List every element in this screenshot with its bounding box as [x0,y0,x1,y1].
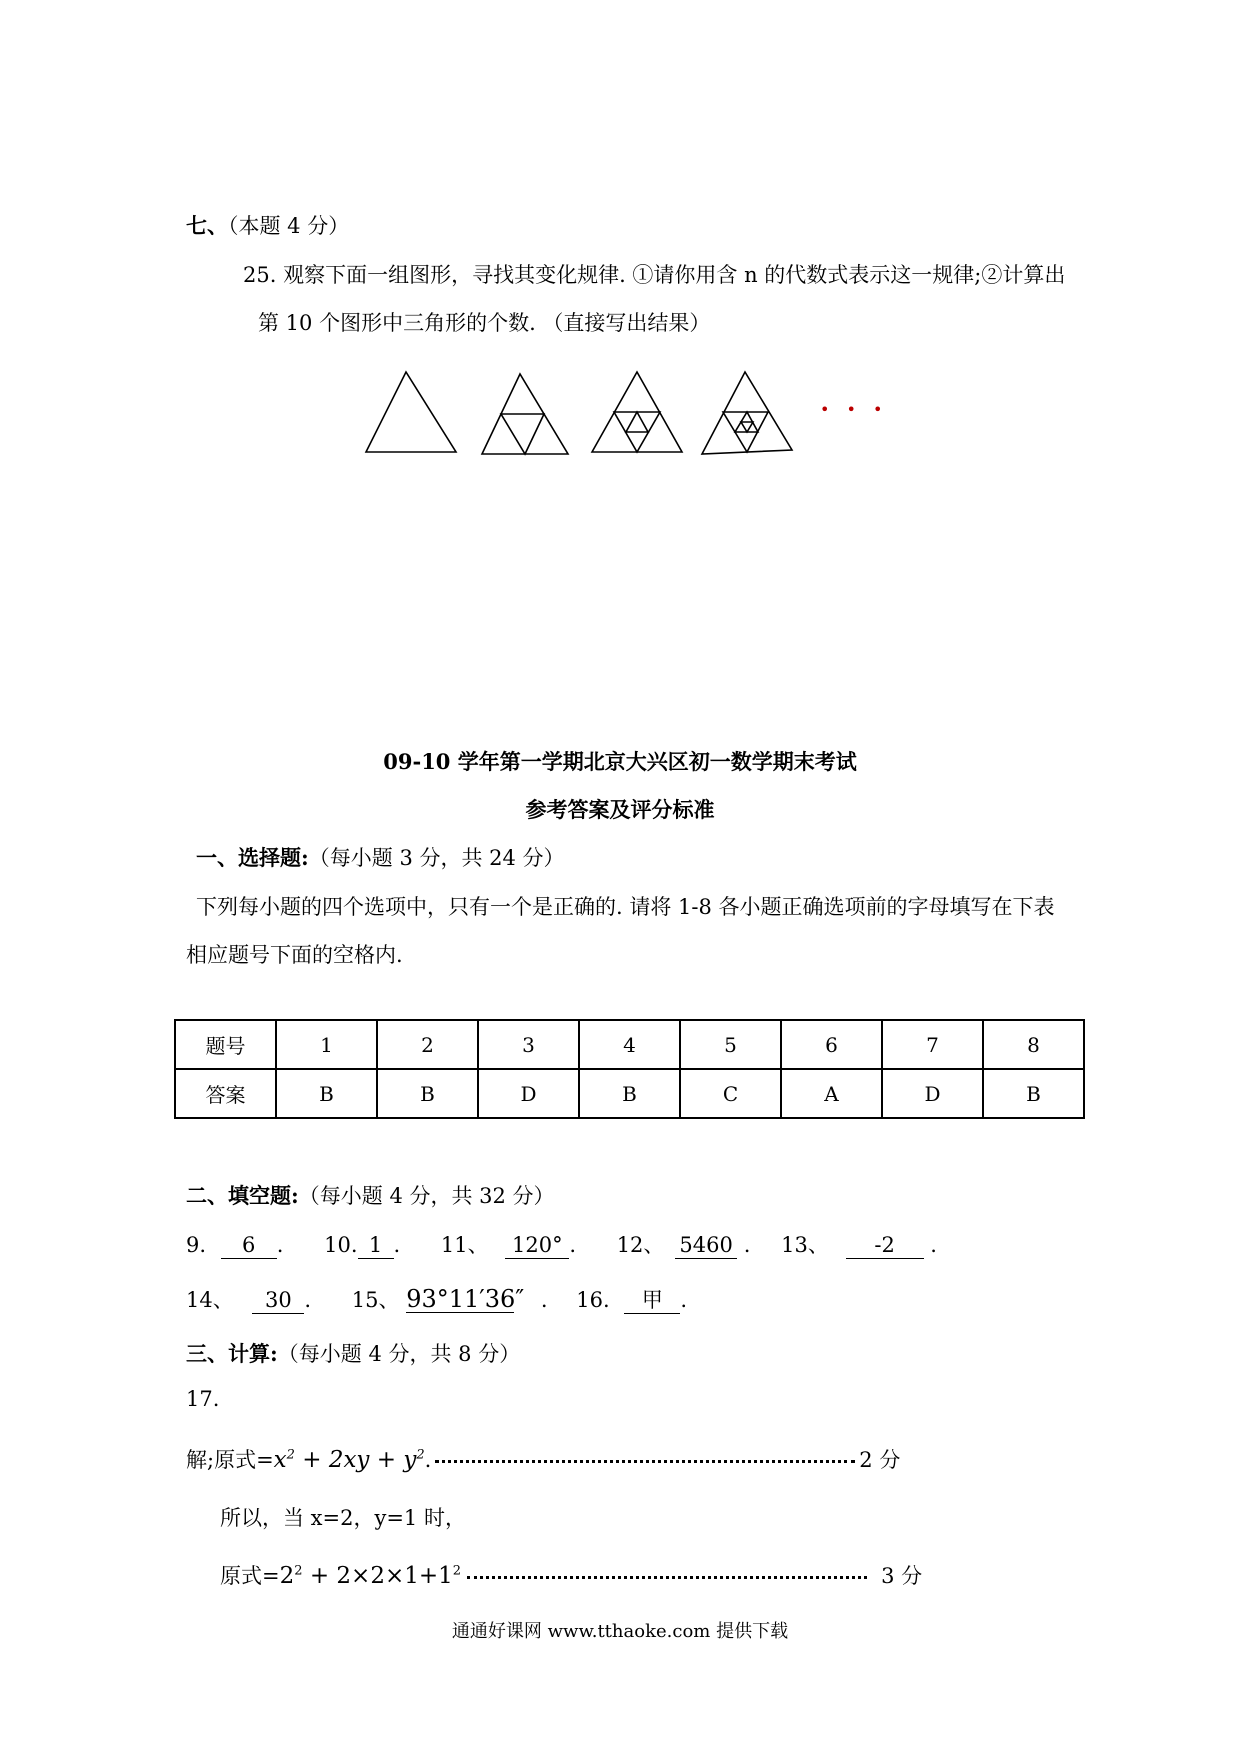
table-row-numbers [175,1020,1084,1069]
part-1-heading: 一、选择题:（每小题 3 分，共 24 分） [196,845,565,870]
answer-blank: 30 [252,1287,304,1314]
table-header-number-label: 题号 [175,1020,276,1069]
item-number: 10. [324,1233,358,1257]
section-7-heading: 七、（本题 4 分） [186,213,350,238]
item-number: 9. [186,1233,207,1257]
fill-in-row-2: 14、 30 . 15、 93°11′36″ . 16. 甲 . [186,1285,688,1313]
answer-key-title: 09-10 学年第一学期北京大兴区初一数学期末考试 [383,749,857,774]
answer-blank: 5460 [675,1232,737,1259]
solution-step-3: 原式$=2^2 + 2\times 2\times 1+1^2$ 3 分 [220,1563,923,1589]
figure-4-triangle-4 [741,422,753,432]
triangle-pattern-figure [360,368,880,458]
table-cell-number: 6 [781,1020,882,1069]
item-number: 15、 [351,1288,400,1312]
question-25-line-2: 第 10 个图形中三角形的个数. （直接写出结果） [258,311,711,335]
table-cell-answer: A [781,1069,882,1118]
table-cell-answer: B [276,1069,377,1118]
part-3-heading: 三、计算:（每小题 4 分，共 8 分） [186,1341,521,1366]
table-cell-answer: D [478,1069,579,1118]
table-cell-answer: B [579,1069,680,1118]
table-cell-number: 4 [579,1020,680,1069]
item-number: 12、 [616,1233,665,1257]
solution-step-1: 解;原式$=x^2 + 2xy + y^2$. 2 分 [186,1447,901,1473]
part-2-heading: 二、填空题:（每小题 4 分，共 32 分） [186,1183,555,1208]
part-1-instruction-line-1: 下列每小题的四个选项中，只有一个是正确的. 请将 1-8 各小题正确选项前的字母填写在下表 [196,895,1055,919]
table-cell-answer: C [680,1069,781,1118]
answer-blank: 6 [221,1232,277,1259]
figure-3-innermost-triangle [626,412,648,432]
figure-1-triangle [366,372,456,452]
answer-table [174,1019,1085,1119]
table-cell-number: 2 [377,1020,478,1069]
answer-blank: 120° [505,1232,569,1259]
table-cell-answer: D [882,1069,983,1118]
table-cell-answer: B [377,1069,478,1118]
item-number: 14、 [186,1288,234,1312]
answer-blank: -2 [846,1232,924,1259]
answer-blank: 甲 [624,1287,680,1314]
fill-in-row-1: 9. 6 . 10. 1 . 11、 120° . 12、 5460 . 13、 -2 . [186,1233,937,1257]
item-number: 13、 [781,1233,829,1257]
table-cell-answer: B [983,1069,1084,1118]
table-row-answers [175,1069,1084,1118]
table-header-answer-label: 答案 [175,1069,276,1118]
solution-step-2: 所以，当 x=2，y=1 时， [220,1506,466,1530]
item-number: 11、 [440,1233,489,1257]
question-25-line-1: 25. 观察下面一组图形，寻找其变化规律. ①请你用含 n 的代数式表示这一规律;②计算出 [243,263,1066,287]
page-footer: 通通好课网 www.tthaoke.com 提供下载 [451,1621,789,1642]
table-cell-number: 1 [276,1020,377,1069]
answer-key-subtitle: 参考答案及评分标准 [525,797,715,822]
figure-2-inner-triangle [501,414,544,454]
answer-blank: 1 [358,1232,394,1259]
table-cell-number: 7 [882,1020,983,1069]
table-cell-number: 8 [983,1020,1084,1069]
question-17-number: 17. [186,1387,220,1411]
item-number: 16. [576,1288,610,1312]
answer-blank: 93°11′36″ [406,1285,525,1313]
ellipsis-dots: • • • [820,400,889,419]
part-1-instruction-line-2: 相应题号下面的空格内. [186,943,403,967]
table-cell-number: 5 [680,1020,781,1069]
table-cell-number: 3 [478,1020,579,1069]
